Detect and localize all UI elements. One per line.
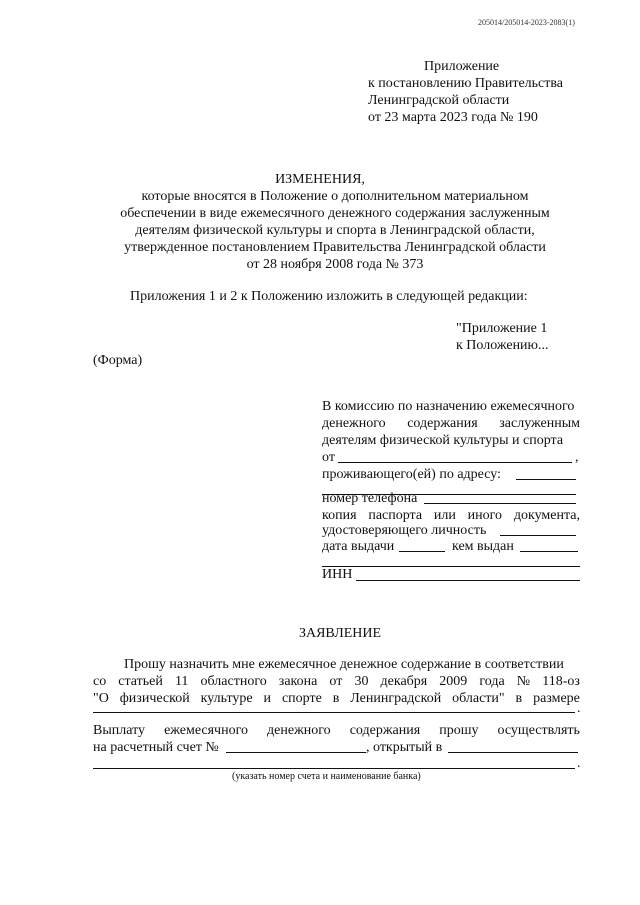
subtitle-line: обеспечении в виде ежемесячного денежного содержания заслуженным <box>120 206 550 221</box>
passport-field[interactable] <box>500 535 576 536</box>
statement-title: ЗАЯВЛЕНИЕ <box>298 626 382 641</box>
account-number-field[interactable] <box>226 752 366 753</box>
word: в <box>515 691 523 706</box>
word: Выплату <box>93 723 146 738</box>
from-label: от <box>322 450 335 465</box>
passport-line: удостоверяющего личность <box>322 523 487 538</box>
account-label: на расчетный счет № <box>93 740 219 755</box>
bank-field[interactable] <box>448 752 578 753</box>
inn-field[interactable] <box>356 580 580 581</box>
word: года <box>479 674 505 689</box>
word: закона <box>278 674 318 689</box>
comma: , <box>575 450 579 465</box>
word: спорте <box>281 691 322 706</box>
statement-line <box>93 690 580 707</box>
word: физической <box>119 691 190 706</box>
period: . <box>577 756 581 771</box>
word: № <box>516 674 531 689</box>
word: иного <box>467 508 503 523</box>
word: Ленинградской <box>350 691 442 706</box>
word: паспорта <box>368 508 423 523</box>
issue-date-field[interactable] <box>399 551 445 552</box>
word: 30 <box>354 674 369 689</box>
word: областного <box>200 674 267 689</box>
word: "О <box>93 691 109 706</box>
subtitle-line: деятелям физической культуры и спорта в Ленинградской области, <box>135 223 535 238</box>
inn-label: ИНН <box>322 567 353 582</box>
word: денежного <box>322 416 386 431</box>
word: ежемесячного <box>164 723 248 738</box>
subtitle-line: от 28 ноября 2008 года № 373 <box>246 257 424 272</box>
document-id: 205014/205014-2023-2083(1) <box>478 18 575 27</box>
word: прошу <box>439 723 479 738</box>
attachment-header-line: Ленинградской области <box>368 93 510 108</box>
word: 118-оз <box>542 674 580 689</box>
attachment-header-line: к постановлению Правительства <box>368 76 564 91</box>
payment-line <box>93 722 580 739</box>
word: содержания <box>349 723 421 738</box>
word: осуществлять <box>497 723 580 738</box>
bank-field-continued[interactable] <box>93 768 575 769</box>
word: копия <box>322 508 357 523</box>
word: размере <box>533 691 580 706</box>
issue-date-label: дата выдачи <box>322 539 395 554</box>
statement-text: Прошу назначить мне ежемесячное денежное содержание в соответствии <box>124 657 564 672</box>
field-caption: (указать номер счета и наименование банка) <box>232 771 421 782</box>
address-to-line: В комиссию по назначению ежемесячного <box>322 399 575 414</box>
word: от <box>329 674 343 689</box>
subtitle-line: которые вносятся в Положение о дополнительном материальном <box>141 189 529 204</box>
instruction-text: Приложения 1 и 2 к Положению изложить в следующей редакции: <box>130 289 528 304</box>
phone-label: номер телефона <box>322 491 418 506</box>
word: статьей <box>118 674 163 689</box>
address-to-line: деятелям физической культуры и спорта <box>322 433 564 448</box>
document-title: ИЗМЕНЕНИЯ, <box>275 172 365 187</box>
word: заслуженным <box>499 416 580 431</box>
word: содержания <box>407 416 478 431</box>
word: или <box>433 508 456 523</box>
residing-label: проживающего(ей) по адресу: <box>322 467 501 482</box>
opened-label: , открытый в <box>366 740 443 755</box>
word: в <box>332 691 340 706</box>
word: документа, <box>513 508 580 523</box>
statement-line <box>124 656 580 673</box>
subtitle-line: утвержденное постановлением Правительства Ленинградской области <box>124 240 546 255</box>
period: . <box>577 701 581 716</box>
issued-by-field-continued[interactable] <box>322 566 580 567</box>
form-label: (Форма) <box>93 353 143 368</box>
phone-field[interactable] <box>424 503 576 504</box>
word: 2009 <box>439 674 468 689</box>
word: области" <box>452 691 505 706</box>
word: культуре <box>200 691 253 706</box>
amount-field[interactable] <box>93 712 575 713</box>
word: декабря <box>380 674 428 689</box>
attachment-header-line: от 23 марта 2023 года № 190 <box>368 110 538 125</box>
word: денежного <box>267 723 331 738</box>
issued-by-label: кем выдан <box>452 539 514 554</box>
statement-line <box>93 673 580 690</box>
word: 11 <box>174 674 189 689</box>
issued-by-field[interactable] <box>520 551 578 552</box>
word: и <box>263 691 272 706</box>
address-to-line <box>322 415 580 432</box>
attachment-header-line: Приложение <box>424 59 500 74</box>
from-name-field[interactable] <box>338 462 572 463</box>
appendix-ref-line: "Приложение 1 <box>456 321 548 336</box>
appendix-ref-line: к Положению... <box>456 338 549 353</box>
word: со <box>93 674 107 689</box>
address-field[interactable] <box>516 479 576 480</box>
